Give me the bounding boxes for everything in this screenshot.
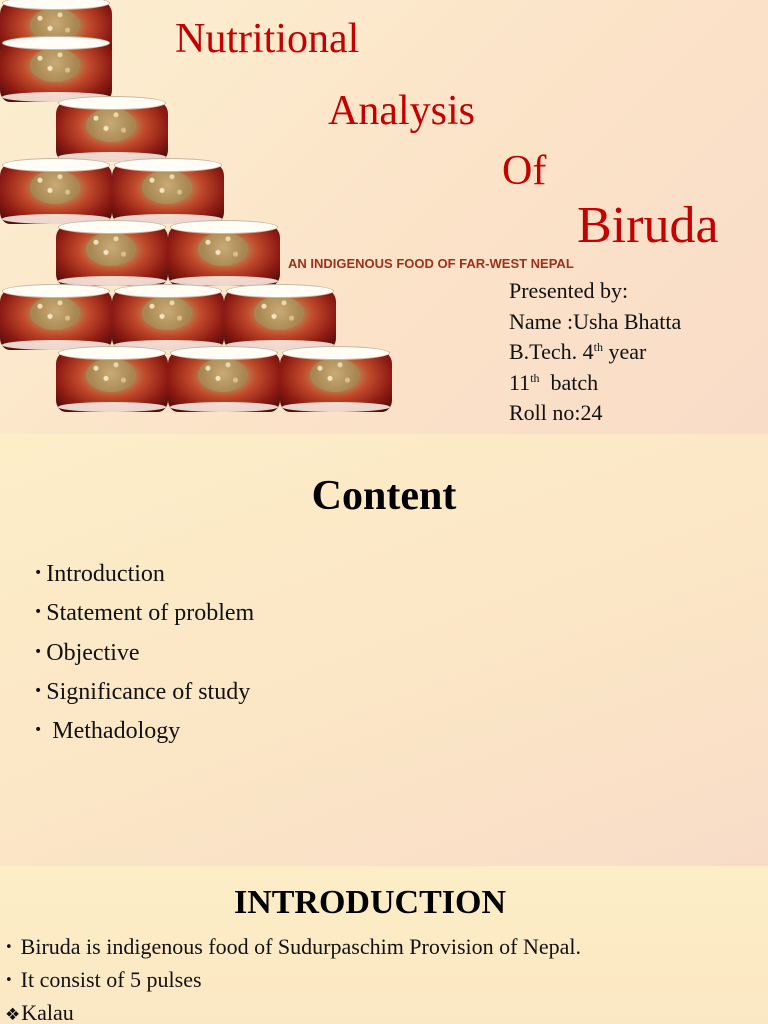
biruda-pulses-image-tile [112,158,224,224]
biruda-pulses-image-tile [168,220,280,286]
bullet-icon: • [34,604,43,621]
biruda-pulses-image-tile [56,96,168,162]
content-item-introduction [34,556,254,595]
course-suffix: year [602,339,647,364]
presenter-block [509,276,681,429]
biruda-pulses-image-tile [280,346,392,412]
title-word-analysis: Analysis [328,88,475,134]
content-item-methadology [34,713,254,752]
biruda-pulses-image-tile [112,284,224,350]
biruda-pulses-image-tile [56,220,168,286]
content-item-label: Introduction [46,561,165,587]
content-item-significance [34,674,254,713]
batch-prefix: 11 [509,369,531,395]
introduction-list [5,932,581,1024]
biruda-pulses-image-tile [56,346,168,412]
content-title: Content [311,473,457,519]
content-item-label: Methadology [46,718,181,745]
title-slide [0,0,768,434]
content-item-label: Statement of problem [46,600,255,627]
content-item-label: Objective [46,639,140,666]
intro-sub-item-text: Kalau [21,1000,74,1024]
introduction-title: INTRODUCTION [233,884,507,921]
presenter-course [509,337,681,368]
content-list [34,556,254,752]
presenter-roll: Roll no:24 [509,400,603,425]
intro-item [5,965,581,998]
biruda-pulses-image-tile [0,284,112,350]
title-word-of: Of [502,148,547,194]
title-word-nutritional: Nutritional [175,16,360,62]
bullet-icon: • [5,940,13,955]
bullet-icon: • [34,565,43,581]
intro-item-text: It consist of 5 pulses [20,967,202,992]
presented-by-heading: Presented by: [509,278,629,303]
presenter-batch [509,368,681,399]
title-word-biruda: Biruda [577,197,719,254]
subtitle: AN INDIGENOUS FOOD OF FAR-WEST NEPAL [288,256,574,271]
bullet-icon: • [34,722,43,739]
biruda-pulses-image-tile [0,158,112,224]
bullet-icon: • [34,682,43,699]
bullet-icon: • [5,973,13,988]
course-prefix: B.Tech. 4 [509,339,594,364]
batch-suffix: batch [539,369,599,395]
biruda-pulses-image-tile [0,36,112,102]
bullet-icon: • [34,643,43,660]
biruda-pulses-image-tile [168,346,280,412]
batch-sup: th [530,370,540,385]
intro-sub-item [5,998,581,1024]
intro-item-text: Biruda is indigenous food of Sudurpaschim Provision of Nepal. [20,934,582,959]
biruda-pulses-image-tile [224,284,336,350]
course-sup: th [593,340,603,354]
intro-item [5,932,581,965]
content-item-statement [34,595,254,634]
content-item-label: Significance of study [46,678,251,705]
content-item-objective [34,635,254,674]
diamond-bullet-icon: ❖ [5,1005,21,1024]
presenter-name: Name :Usha Bhatta [509,308,682,334]
